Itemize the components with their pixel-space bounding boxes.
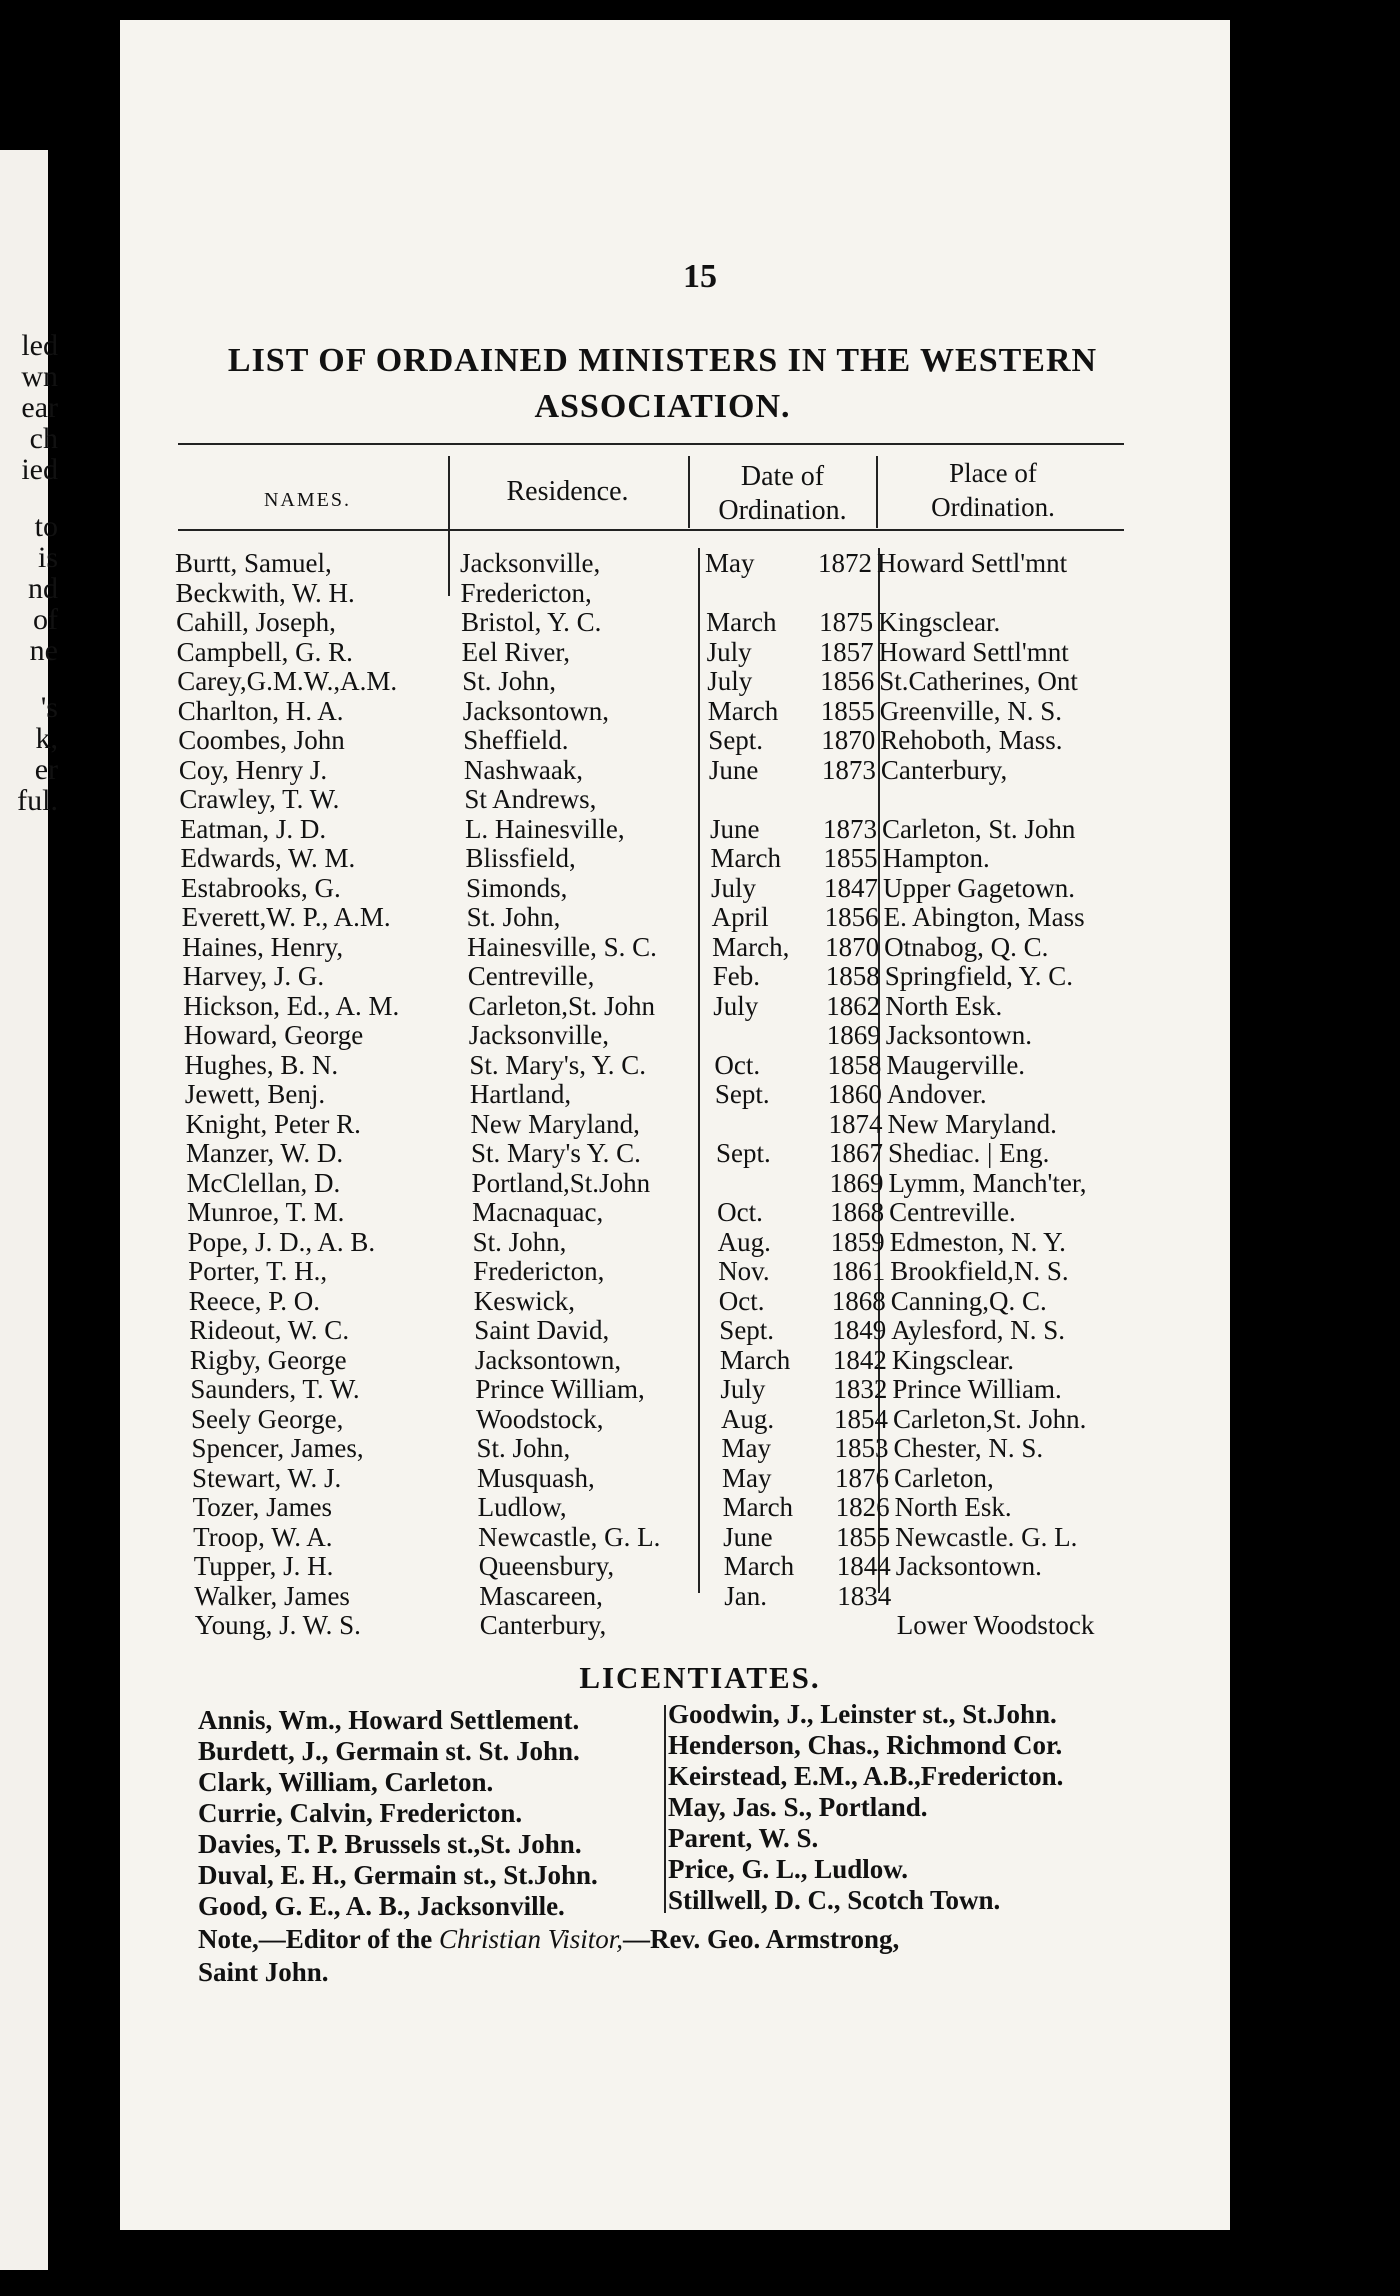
ordination-month: July — [713, 990, 759, 1021]
licentiates-divider — [664, 1705, 666, 1913]
page-number: 15 — [683, 258, 717, 295]
minister-residence: St. Mary's Y. C. — [471, 1138, 641, 1168]
ordination-place: North Esk. — [885, 990, 1003, 1021]
ordination-month: Sept. — [708, 725, 764, 755]
margin-fragment: to — [34, 511, 58, 542]
minister-name: Hickson, Ed., A. M. — [183, 990, 400, 1021]
margin-fragment: ch — [29, 423, 58, 454]
ordination-month: Aug. — [720, 1403, 775, 1434]
margin-fragment: wn — [21, 361, 58, 392]
minister-name: Stewart, W. J. — [192, 1462, 342, 1493]
note-rest: —Rev. Geo. Armstrong, — [623, 1924, 900, 1954]
ordination-year: 1832 — [833, 1374, 888, 1404]
adjacent-page-text — [0, 330, 60, 816]
licentiate-entry: Keirstead, E.M., A.B.,Fredericton. — [668, 1761, 1064, 1791]
minister-residence: St Andrews, — [464, 784, 597, 814]
minister-name: Howard, George — [183, 1020, 364, 1050]
header-place-line-1: Place of — [949, 458, 1037, 488]
minister-residence: Simonds, — [466, 872, 568, 903]
ordination-month: June — [708, 754, 759, 785]
minister-residence: Fredericton, — [460, 577, 592, 608]
ordination-year: 1834 — [837, 1580, 892, 1611]
page-title — [170, 338, 1155, 430]
note-lead: Note,—Editor of the — [198, 1924, 433, 1954]
minister-name: Munroe, T. M. — [187, 1197, 345, 1227]
ordination-month: Nov. — [718, 1256, 770, 1286]
header-date-line-2: Ordination. — [718, 495, 847, 526]
margin-fragment: 's — [40, 692, 58, 723]
margin-fragment: nd — [28, 573, 58, 604]
ordination-year: 1873 — [822, 813, 877, 844]
minister-name: Harvey, J. G. — [182, 961, 325, 991]
minister-name: Pope, J. D., A. B. — [187, 1226, 376, 1257]
minister-name: Jewett, Benj. — [184, 1079, 326, 1109]
ordination-year: 1874 — [828, 1108, 883, 1139]
minister-name: Tozer, James — [192, 1492, 333, 1522]
ordination-year: 1872 — [818, 548, 872, 578]
ordination-year: 1876 — [835, 1462, 890, 1493]
ordination-place: Andover. — [886, 1079, 987, 1109]
ordination-year: 1826 — [835, 1492, 890, 1522]
header-date — [690, 460, 875, 528]
header-names: NAMES. — [263, 489, 351, 511]
minister-residence: Newcastle, G. L. — [478, 1521, 661, 1552]
margin-fragment: led — [21, 330, 58, 361]
ordination-place: Shediac. | Eng. — [888, 1138, 1050, 1168]
licentiate-entry: Davies, T. P. Brussels st.,St. John. — [198, 1829, 582, 1859]
minister-name: Campbell, G. R. — [176, 636, 353, 667]
minister-name: Knight, Peter R. — [185, 1108, 361, 1139]
ordination-place: Kingsclear. — [891, 1344, 1015, 1375]
minister-residence: Jacksontown, — [462, 695, 609, 726]
ordination-month: March — [710, 843, 781, 873]
minister-name: Estabrooks, G. — [181, 872, 341, 903]
ordination-place: Kingsclear. — [878, 607, 1001, 637]
ordination-month: July — [706, 636, 752, 667]
minister-residence: St. John, — [462, 666, 556, 696]
margin-fragment: ne — [29, 635, 58, 666]
note-italic: Christian Visitor, — [438, 1924, 624, 1954]
ordination-month: June — [709, 813, 760, 844]
ordination-place: Otnabog, Q. C. — [884, 931, 1049, 962]
ordination-year: 1867 — [829, 1138, 883, 1168]
minister-name: Reece, P. O. — [188, 1285, 320, 1316]
ordination-year: 1862 — [826, 990, 881, 1021]
ordination-place: Brookfield,N. S. — [890, 1256, 1069, 1286]
minister-name: Tupper, J. H. — [193, 1551, 334, 1581]
minister-residence: Saint David, — [474, 1315, 610, 1345]
margin-fragment: of — [33, 604, 58, 635]
ordination-year: 1860 — [827, 1079, 882, 1109]
ordination-place: North Esk. — [894, 1492, 1012, 1522]
minister-name: McClellan, D. — [186, 1167, 341, 1198]
minister-residence: Eel River, — [461, 636, 571, 667]
ordination-month: Oct. — [718, 1285, 765, 1316]
margin-fragment: is — [37, 542, 58, 573]
minister-residence: Jacksontown, — [474, 1344, 622, 1375]
ordination-month: April — [711, 902, 769, 932]
licentiate-entry: Price, G. L., Ludlow. — [668, 1854, 909, 1884]
ordination-month: Sept. — [719, 1315, 775, 1345]
minister-name: Troop, W. A. — [193, 1521, 333, 1552]
licentiates-left-list — [198, 1705, 598, 1922]
ordination-place: Lymm, Manch'ter, — [888, 1167, 1087, 1198]
editor-note — [198, 1923, 1158, 1989]
minister-name: Manzer, W. D. — [186, 1138, 344, 1168]
minister-name: Young, J. W. S. — [194, 1610, 361, 1640]
ordination-place: Chester, N. S. — [893, 1433, 1044, 1463]
margin-fragment: er — [34, 754, 58, 785]
margin-fragment: ied — [21, 454, 58, 485]
ordination-month: Jan. — [724, 1580, 767, 1611]
minister-residence: Fredericton, — [473, 1256, 605, 1286]
ordination-year: 1868 — [830, 1197, 885, 1227]
ordination-place: Canterbury, — [880, 754, 1008, 785]
minister-name: Cahill, Joseph, — [176, 607, 336, 637]
ordination-month: June — [723, 1521, 773, 1552]
ordination-place: E. Abington, Mass — [883, 902, 1085, 932]
ordination-month: March — [719, 1344, 791, 1375]
ordination-month: July — [720, 1374, 766, 1404]
minister-residence: Carleton,St. John — [468, 990, 655, 1021]
note-line-2: Saint John. — [198, 1957, 329, 1987]
minister-residence: Macnaquac, — [472, 1197, 604, 1227]
minister-name: Coy, Henry J. — [178, 754, 328, 785]
ordination-place: Edmeston, N. Y. — [889, 1226, 1066, 1257]
minister-name: Beckwith, W. H. — [175, 577, 355, 608]
minister-name: Walker, James — [194, 1580, 350, 1611]
ordination-year: 1869 — [826, 1020, 881, 1050]
ordination-month: Sept. — [714, 1079, 770, 1109]
ordination-month: March — [707, 695, 779, 726]
ordination-place: St.Catherines, Ont — [879, 666, 1078, 696]
margin-fragment: ful. — [17, 785, 58, 816]
minister-name: Burtt, Samuel, — [175, 548, 332, 578]
minister-name: Rigby, George — [189, 1344, 347, 1375]
licentiate-entry: Parent, W. S. — [668, 1823, 819, 1853]
ordination-place: Jacksontown. — [885, 1020, 1033, 1050]
header-date-line-1: Date of — [740, 461, 825, 492]
minister-name: Spencer, James, — [191, 1433, 364, 1463]
ordination-place: New Maryland. — [887, 1108, 1057, 1139]
ordination-year: 1859 — [830, 1226, 885, 1257]
ordination-year: 1870 — [821, 725, 876, 755]
margin-fragment: ear — [21, 392, 58, 423]
minister-residence: Blissfield, — [465, 843, 576, 873]
ordination-year: 1858 — [827, 1049, 882, 1080]
ordination-place: Springfield, Y. C. — [884, 961, 1073, 991]
minister-residence: St. John, — [476, 1433, 571, 1463]
ordination-month: Oct. — [717, 1197, 763, 1227]
ordination-year: 1856 — [820, 666, 875, 696]
minister-residence: Centreville, — [467, 961, 595, 991]
minister-residence: St. John, — [466, 902, 561, 932]
minister-residence: Prince William, — [475, 1374, 645, 1404]
ordination-place: Maugerville. — [886, 1049, 1026, 1080]
ordination-place: Hampton. — [882, 843, 990, 873]
ordination-year: 1856 — [824, 902, 879, 932]
header-top-rule — [178, 443, 1124, 445]
ordination-year: 1855 — [836, 1521, 891, 1552]
margin-fragment — [0, 485, 60, 511]
ordination-place: Canning,Q. C. — [890, 1285, 1047, 1316]
minister-residence: L. Hainesville, — [464, 813, 625, 844]
margin-fragment — [0, 666, 60, 692]
ordination-place: Carleton, St. John — [881, 813, 1076, 844]
ordination-month: Feb. — [712, 961, 760, 991]
minister-residence: Musquash, — [477, 1462, 595, 1493]
ordination-year: 1855 — [823, 843, 878, 873]
licentiate-entry: Clark, William, Carleton. — [198, 1767, 494, 1797]
ordination-year: 1870 — [825, 931, 880, 962]
minister-name: Porter, T. H., — [188, 1256, 328, 1286]
ordination-place: Carleton,St. John. — [892, 1403, 1087, 1434]
minister-name: Saunders, T. W. — [190, 1374, 360, 1404]
ordination-year: 1868 — [831, 1285, 886, 1316]
ordination-month: May — [721, 1433, 771, 1463]
ordination-place: Rehoboth, Mass. — [880, 725, 1063, 755]
ordination-year: 1858 — [825, 961, 880, 991]
licentiate-entry: Burdett, J., Germain st. St. John. — [198, 1736, 580, 1766]
ordination-year: 1854 — [833, 1403, 888, 1434]
minister-name: Carey,G.M.W.,A.M. — [177, 666, 398, 696]
licentiate-entry: Currie, Calvin, Fredericton. — [198, 1798, 523, 1828]
ordination-year: 1849 — [832, 1315, 887, 1345]
minister-name: Charlton, H. A. — [177, 695, 344, 726]
minister-name: Crawley, T. W. — [179, 784, 340, 814]
minister-residence: Jacksonville, — [468, 1020, 610, 1050]
ordination-month: July — [711, 872, 757, 903]
ordination-month: Sept. — [716, 1138, 771, 1168]
header-place-line-2: Ordination. — [931, 492, 1055, 522]
margin-fragment: k, — [35, 723, 58, 754]
minister-residence: Portland,St.John — [471, 1167, 651, 1198]
minister-residence: Canterbury, — [479, 1610, 607, 1640]
ordination-month: March — [723, 1551, 795, 1581]
licentiate-entry: Stillwell, D. C., Scotch Town. — [668, 1885, 1001, 1915]
minister-residence: Mascareen, — [479, 1580, 603, 1611]
ordination-year: 1875 — [819, 607, 874, 637]
ordination-year: 1844 — [836, 1551, 891, 1581]
ordination-month: March, — [712, 931, 790, 962]
ordination-place: Lower Woodstock — [896, 1610, 1095, 1640]
ordination-month: May — [722, 1462, 772, 1493]
ordination-place: Howard Settl'mnt — [877, 548, 1068, 578]
minister-residence: Keswick, — [473, 1285, 575, 1316]
ordination-month: Aug. — [717, 1226, 771, 1257]
licentiate-entry: Henderson, Chas., Richmond Cor. — [668, 1730, 1063, 1760]
ordination-month: March — [722, 1492, 794, 1522]
ordination-place: Prince William. — [892, 1374, 1062, 1404]
minister-name: Hughes, B. N. — [184, 1049, 339, 1080]
ordination-month: March — [706, 607, 777, 637]
ordination-year: 1842 — [832, 1344, 887, 1375]
title-line-1: LIST OF ORDAINED MINISTERS IN THE WESTERN — [227, 342, 1098, 379]
minister-residence: Hainesville, S. C. — [467, 931, 657, 962]
minister-residence: St. Mary's, Y. C. — [469, 1049, 646, 1080]
minister-name: Eatman, J. D. — [179, 813, 327, 844]
ordination-place: Howard Settl'mnt — [878, 636, 1069, 667]
ordination-place: Centreville. — [889, 1197, 1016, 1227]
minister-name: Everett,W. P., A.M. — [181, 902, 391, 932]
minister-residence: Jacksonville, — [460, 548, 601, 578]
note-line-1 — [198, 1923, 1158, 1956]
ordination-place: Upper Gagetown. — [883, 872, 1075, 903]
minister-residence: Bristol, Y. C. — [461, 607, 602, 637]
ordination-month: May — [705, 548, 755, 578]
ordination-month: July — [707, 666, 753, 696]
ordination-year: 1853 — [834, 1433, 889, 1463]
minister-name: Haines, Henry, — [182, 931, 344, 962]
licentiates-title: LICENTIATES. — [579, 1660, 821, 1695]
minister-residence: Ludlow, — [477, 1492, 567, 1522]
header-bottom-rule — [178, 529, 1124, 531]
minister-residence: Sheffield. — [463, 725, 569, 755]
ordination-year: 1869 — [829, 1167, 884, 1198]
licentiate-entry: Good, G. E., A. B., Jacksonville. — [198, 1891, 565, 1921]
licentiate-entry: Goodwin, J., Leinster st., St.John. — [668, 1699, 1057, 1729]
minister-name: Coombes, John — [178, 725, 345, 755]
header-place — [878, 456, 1108, 524]
licentiate-entry: Duval, E. H., Germain st., St.John. — [198, 1860, 598, 1890]
licentiate-entry: May, Jas. S., Portland. — [668, 1792, 928, 1822]
minister-name: Seely George, — [190, 1403, 344, 1434]
minister-residence: New Maryland, — [470, 1108, 640, 1139]
ordination-year: 1873 — [821, 754, 876, 785]
licentiates-right-list — [668, 1699, 1063, 1916]
ordination-place: Carleton, — [894, 1462, 994, 1493]
ordination-place: Greenville, N. S. — [879, 695, 1062, 726]
header-residence: Residence. — [506, 476, 629, 507]
minister-residence: Woodstock, — [475, 1403, 604, 1434]
ordination-year: 1861 — [831, 1256, 886, 1286]
minister-residence: Queensbury, — [478, 1551, 615, 1581]
ordination-place: Aylesford, N. S. — [891, 1315, 1066, 1345]
minister-name: Edwards, W. M. — [180, 843, 356, 873]
ordination-month: Oct. — [714, 1049, 761, 1080]
title-line-2: ASSOCIATION. — [534, 388, 791, 425]
ordination-place: Newcastle. G. L. — [895, 1521, 1078, 1552]
minister-residence: Hartland, — [469, 1079, 572, 1109]
minister-residence: St. John, — [472, 1226, 567, 1257]
licentiate-entry: Annis, Wm., Howard Settlement. — [198, 1705, 580, 1735]
ordination-place: Jacksontown. — [895, 1551, 1042, 1581]
minister-residence: Nashwaak, — [463, 754, 584, 785]
ordination-year: 1847 — [824, 872, 879, 903]
minister-name: Rideout, W. C. — [189, 1315, 350, 1345]
ordination-year: 1855 — [820, 695, 875, 726]
ordination-year: 1857 — [819, 636, 874, 667]
